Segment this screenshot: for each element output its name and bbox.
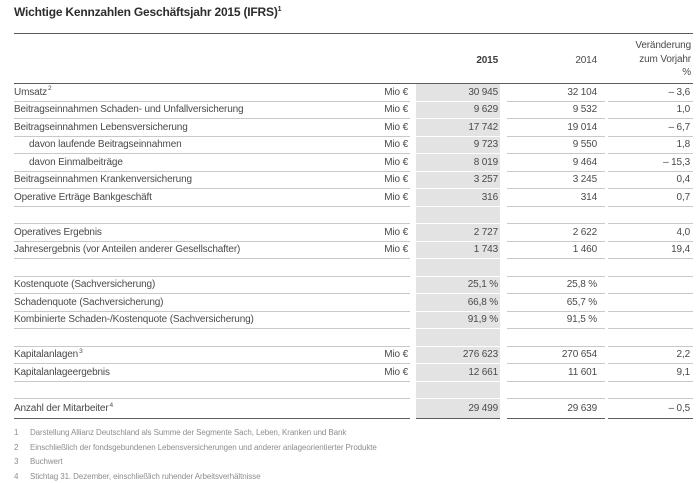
table-row [14, 312, 693, 330]
value-prior-cell [507, 382, 605, 400]
footnote-line [14, 455, 678, 470]
row-unit: Mio € [384, 121, 408, 133]
table-row [14, 137, 693, 155]
row-label-cell [14, 207, 410, 225]
row-unit: Mio € [384, 174, 408, 186]
value-change-cell: 2,2 [608, 347, 693, 365]
value-change-cell: 0,4 [608, 172, 693, 190]
row-label: Kapitalanlageergebnis [14, 366, 110, 378]
table-row [14, 294, 693, 312]
table-row [14, 277, 693, 295]
value-change-cell: 9,1 [608, 364, 693, 382]
row-label: Kapitalanlagen$^3$ [14, 347, 83, 361]
row-unit: Mio € [384, 226, 408, 238]
table-row [14, 84, 693, 102]
value-current-cell: 3 257 [416, 172, 500, 190]
row-label: Beitragseinnahmen Lebensversicherung [14, 121, 188, 133]
value-change-cell: 1,0 [608, 102, 693, 120]
footnote-number: 1 [14, 428, 19, 437]
value-change-cell: – 3,6 [608, 84, 693, 102]
value-change-cell: 1,8 [608, 137, 693, 155]
footnote-line [14, 441, 678, 456]
spacer-row [14, 259, 693, 277]
row-label-cell [14, 189, 410, 207]
footnotes [14, 426, 678, 483]
value-prior-cell: 19 014 [507, 119, 605, 137]
value-prior-cell: 9 532 [507, 102, 605, 120]
header-change-line2: zum Vorjahr [639, 53, 691, 65]
row-label: Jahresergebnis (vor Anteilen anderer Gesellschafter) [14, 244, 241, 256]
footnote-text: Einschließlich der fondsgebundenen Lebensversicherungen und anderer anlageorientierter Produkte [30, 442, 377, 452]
spacer-row [14, 329, 693, 347]
row-label-cell [14, 224, 410, 242]
value-prior-cell: 2 622 [507, 224, 605, 242]
row-label: Kombinierte Schaden-/Kostenquote (Sachversicherung) [14, 314, 254, 326]
row-label-cell [14, 84, 410, 102]
value-change-cell [608, 207, 693, 225]
row-label: davon laufende Beitragseinnahmen [29, 139, 182, 151]
footnote-ref: 3 [79, 347, 83, 355]
row-label-cell [14, 347, 410, 365]
value-change-cell: 4,0 [608, 224, 693, 242]
value-prior-cell: 25,8 % [507, 277, 605, 295]
table-row [14, 119, 693, 137]
table-row [14, 242, 693, 260]
value-current-cell: 8 019 [416, 154, 500, 172]
page-title [14, 5, 281, 19]
value-prior-cell [507, 329, 605, 347]
value-change-cell [608, 382, 693, 400]
table-rows [14, 84, 693, 419]
value-prior-cell: 1 460 [507, 242, 605, 260]
table-row [14, 347, 693, 365]
row-label-cell [14, 242, 410, 260]
table-row [14, 189, 693, 207]
row-label: davon Einmalbeiträge [29, 156, 123, 168]
value-current-cell: 29 499 [416, 399, 500, 419]
value-prior-cell: 65,7 % [507, 294, 605, 312]
table-header [14, 33, 693, 84]
value-current-cell [416, 382, 500, 400]
row-label: Anzahl der Mitarbeiter$^4$ [14, 401, 113, 414]
row-unit: Mio € [384, 191, 408, 203]
row-unit: Mio € [384, 366, 408, 378]
value-current-cell: 25,1 % [416, 277, 500, 295]
value-current-cell: 276 623 [416, 347, 500, 365]
value-prior-cell: 11 601 [507, 364, 605, 382]
row-label-cell [14, 154, 410, 172]
value-current-cell [416, 329, 500, 347]
row-label-cell [14, 399, 410, 419]
header-change-line1: Veränderung [635, 40, 691, 51]
table-row [14, 364, 693, 382]
table-row [14, 399, 693, 419]
value-prior-cell: 270 654 [507, 347, 605, 365]
row-label-cell [14, 172, 410, 190]
value-prior-cell: 9 464 [507, 154, 605, 172]
footnote-line [14, 470, 678, 483]
table-row [14, 102, 693, 120]
value-prior-cell: 3 245 [507, 172, 605, 190]
row-label: Beitragseinnahmen Schaden- und Unfallversicherung [14, 104, 244, 116]
row-label-cell [14, 329, 410, 347]
spacer-row [14, 207, 693, 225]
row-label: Operative Erträge Bankgeschäft [14, 191, 152, 203]
header-year-current: 2015 [476, 55, 498, 66]
row-label: Schadenquote (Sachversicherung) [14, 296, 164, 308]
value-current-cell: 17 742 [416, 119, 500, 137]
value-current-cell: 30 945 [416, 84, 500, 102]
row-unit: Mio € [384, 244, 408, 256]
value-prior-cell: 9 550 [507, 137, 605, 155]
table-row [14, 154, 693, 172]
row-label: Beitragseinnahmen Krankenversicherung [14, 174, 192, 186]
value-current-cell [416, 259, 500, 277]
value-change-cell: 0,7 [608, 189, 693, 207]
value-current-cell: 2 727 [416, 224, 500, 242]
footnote-ref: 2 [48, 85, 52, 93]
row-label-cell [14, 294, 410, 312]
spacer-row [14, 382, 693, 400]
footnote-number: 4 [14, 471, 19, 481]
row-label-cell [14, 382, 410, 400]
row-label-cell [14, 102, 410, 120]
value-current-cell: 12 661 [416, 364, 500, 382]
footnote-number: 2 [14, 442, 19, 452]
title-footnote-ref: 1 [277, 6, 282, 13]
value-change-cell: – 6,7 [608, 119, 693, 137]
value-current-cell: 91,9 % [416, 312, 500, 330]
row-label-cell [14, 119, 410, 137]
table-row [14, 172, 693, 190]
row-unit: Mio € [384, 139, 408, 151]
value-prior-cell: 29 639 [507, 399, 605, 419]
value-change-cell [608, 259, 693, 277]
value-prior-cell [507, 259, 605, 277]
footnote-line [14, 426, 678, 441]
value-current-cell: 9 723 [416, 137, 500, 155]
page-title-text: Wichtige Kennzahlen Geschäftsjahr 2015 (IFRS) [14, 5, 278, 19]
row-unit: Mio € [384, 86, 408, 98]
value-change-cell: 19,4 [608, 242, 693, 260]
footnote-number: 3 [14, 457, 19, 467]
row-label: Operatives Ergebnis [14, 226, 102, 238]
footnote-text: Buchwert [30, 457, 63, 467]
row-label-cell [14, 364, 410, 382]
row-label-cell [14, 259, 410, 277]
value-prior-cell: 91,5 % [507, 312, 605, 330]
footnote-text: Stichtag 31. Dezember, einschließlich ruhender Arbeitsverhältnisse [30, 471, 261, 481]
value-prior-cell: 314 [507, 189, 605, 207]
row-label: Umsatz$^2$ [14, 85, 52, 98]
row-unit: Mio € [384, 156, 408, 168]
key-figures-table [14, 33, 693, 419]
value-change-cell [608, 329, 693, 347]
value-change-cell [608, 294, 693, 312]
value-current-cell: 1 743 [416, 242, 500, 260]
footnote-text: Darstellung Allianz Deutschland als Summe der Segmente Sach, Leben, Kranken und Bank [30, 428, 347, 437]
value-prior-cell [507, 207, 605, 225]
value-prior-cell: 32 104 [507, 84, 605, 102]
value-current-cell: 66,8 % [416, 294, 500, 312]
header-year-prior: 2014 [575, 55, 597, 66]
value-change-cell: – 0,5 [608, 399, 693, 419]
row-unit: Mio € [384, 349, 408, 361]
row-label-cell [14, 137, 410, 155]
value-change-cell: – 15,3 [608, 154, 693, 172]
header-change-line3: % [682, 67, 691, 78]
value-current-cell: 9 629 [416, 102, 500, 120]
value-change-cell [608, 312, 693, 330]
value-change-cell [608, 277, 693, 295]
table-row [14, 224, 693, 242]
footnote-ref: 4 [109, 401, 113, 409]
row-label-cell [14, 312, 410, 330]
value-current-cell [416, 207, 500, 225]
row-unit: Mio € [384, 104, 408, 116]
header-change [588, 39, 693, 80]
row-label-cell [14, 277, 410, 295]
value-current-cell: 316 [416, 189, 500, 207]
row-label: Kostenquote (Sachversicherung) [14, 279, 156, 291]
